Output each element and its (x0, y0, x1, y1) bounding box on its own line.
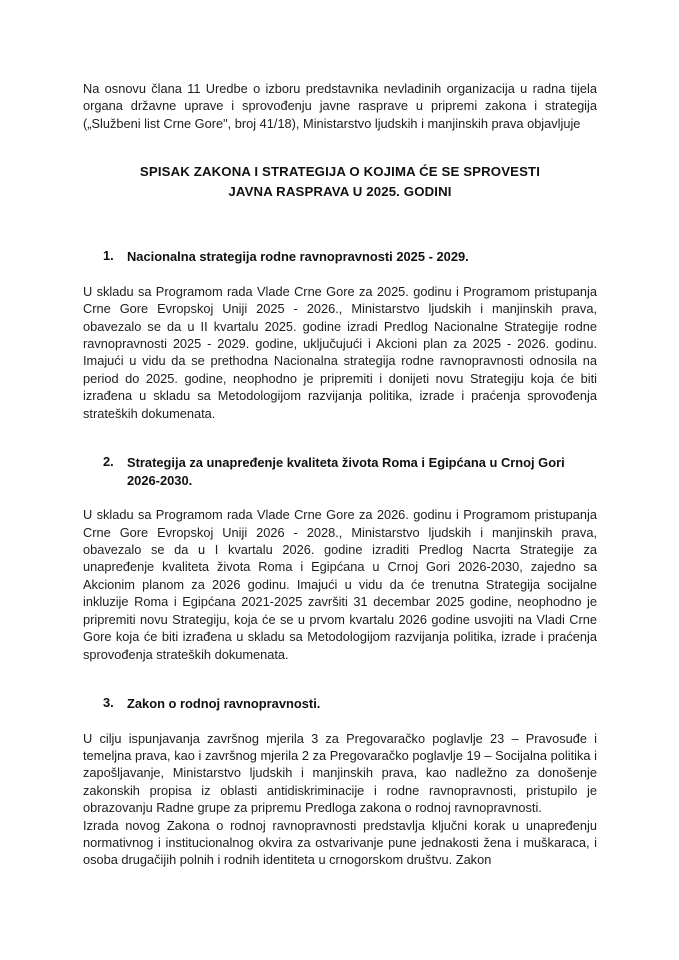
list-item-3 (83, 695, 597, 713)
list-item-2 (83, 454, 597, 489)
list-item-1-body (83, 283, 597, 422)
page-title (83, 162, 597, 202)
spacer-section-2-3 (83, 663, 597, 695)
spacer-section-1-2 (83, 422, 597, 454)
intro-paragraph: Na osnovu člana 11 Uredbe o izboru predstavnika nevladinih organizacija u radna tijela organa državne uprave i sprovođenju javne rasprave u pripremi zakona i strategija („Službeni list Crne Gore", broj 41/18), Ministarstvo ljudskih i manjinskih prava objavljuje (83, 81, 597, 131)
list-item-3-body (83, 730, 597, 869)
list-item-3-number: 3. (103, 694, 114, 710)
list-item-3-paragraph-2: Izrada novog Zakona o rodnoj ravnopravnosti predstavlja ključni korak u unapređenju normativnog i institucionalnog okvira za ostvarivanje pune jednakosti žena i muškaraca, i osoba drugačijih polnih i rodnih identiteta u crnogorskom društvu. Zakon (83, 817, 597, 868)
list-item-2-paragraph-1: U skladu sa Programom rada Vlade Crne Gore za 2026. godinu i Programom pristupanja Crne Gore Evropskoj Uniji 2026 - 2028., Ministarstvo ljudskih i manjinskih prava, obavezalo se da u I kvartalu 2026. godine izraditi Predlog Nacrta Strategije za unapređenje kvaliteta života Roma i Egipćana u Crnoj Gori 2026-2030, zajedno sa Akcionim planom za 2026 godinu. Imajući u vidu da će trenutna Strategija socijalne inkluzije Roma i Egipćana 2021-2025 završiti 31 decembar 2025 godine, neophodno je pripremiti novu Strategiju, koja će se u prvom kvartalu 2026 godine usvojiti na Vladi Crne Gore koja će biti izrađena u skladu sa Metodologijom razvijanja politika, izrade i praćenja sprovođenja strateških dokumenata. (83, 507, 597, 662)
list-item-1-number: 1. (103, 248, 114, 264)
page-title-line-2: JAVNA RASPRAVA U 2025. GODINI (228, 184, 452, 200)
list-item-2-heading: Strategija za unapređenje kvaliteta života Roma i Egipćana u Crnoj Gori 2026-2030. (127, 455, 565, 488)
list-item-1 (83, 248, 597, 266)
list-item-1-heading: Nacionalna strategija rodne ravnopravnosti 2025 - 2029. (127, 249, 469, 265)
list-item-1-paragraph-1: U skladu sa Programom rada Vlade Crne Gore za 2025. godinu i Programom pristupanja Crne Gore Evropskoj Uniji 2025 - 2026., Ministarstvo ljudskih i manjinskih prava, obavezalo se da u II kvartalu 2025. godine izradi Predlog Nacionalne Strategije rodne ravnopravnosti 2025 - 2029. godine, uključujući i Akcioni plan za 2025 - 2026. godinu. Imajući u vidu da se prethodna Nacionalna strategija rodne ravnopravnosti odnosila na period do 2025. godine, neophodno je pripremiti i donijeti novu Strategiju koja će biti izrađena u skladu sa Metodologijom razvijanja politika, izrade i praćenja sprovođenja strateških dokumenata. (83, 283, 597, 421)
list-item-3-paragraph-1: U cilju ispunjavanja završnog mjerila 3 za Pregovaračko poglavlje 23 – Pravosuđe i temeljna prava, kao i završnog mjerila 2 za Pregovaračko poglavlje 19 – Socijalna politika i zapošljavanje, Ministarstvo ljudskih i manjinskih prava, kao nadležno za donošenje zakonskih propisa iz oblasti antidiskriminacije i rodne ravnopravnosti, pristupilo je obrazovanju Radne grupe za pripremu Predloga zakona o rodnoj ravnopravnosti. (83, 730, 597, 816)
document-content (83, 80, 597, 869)
spacer-below-title (83, 202, 597, 248)
spacer-above-title (83, 132, 597, 162)
list-item-2-body (83, 506, 597, 663)
list-item-3-heading: Zakon o rodnoj ravnopravnosti. (127, 695, 321, 711)
page-title-line-1: SPISAK ZAKONA I STRATEGIJA O KOJIMA ĆE SE SPROVESTI (139, 164, 541, 180)
list-item-2-number: 2. (103, 454, 114, 470)
